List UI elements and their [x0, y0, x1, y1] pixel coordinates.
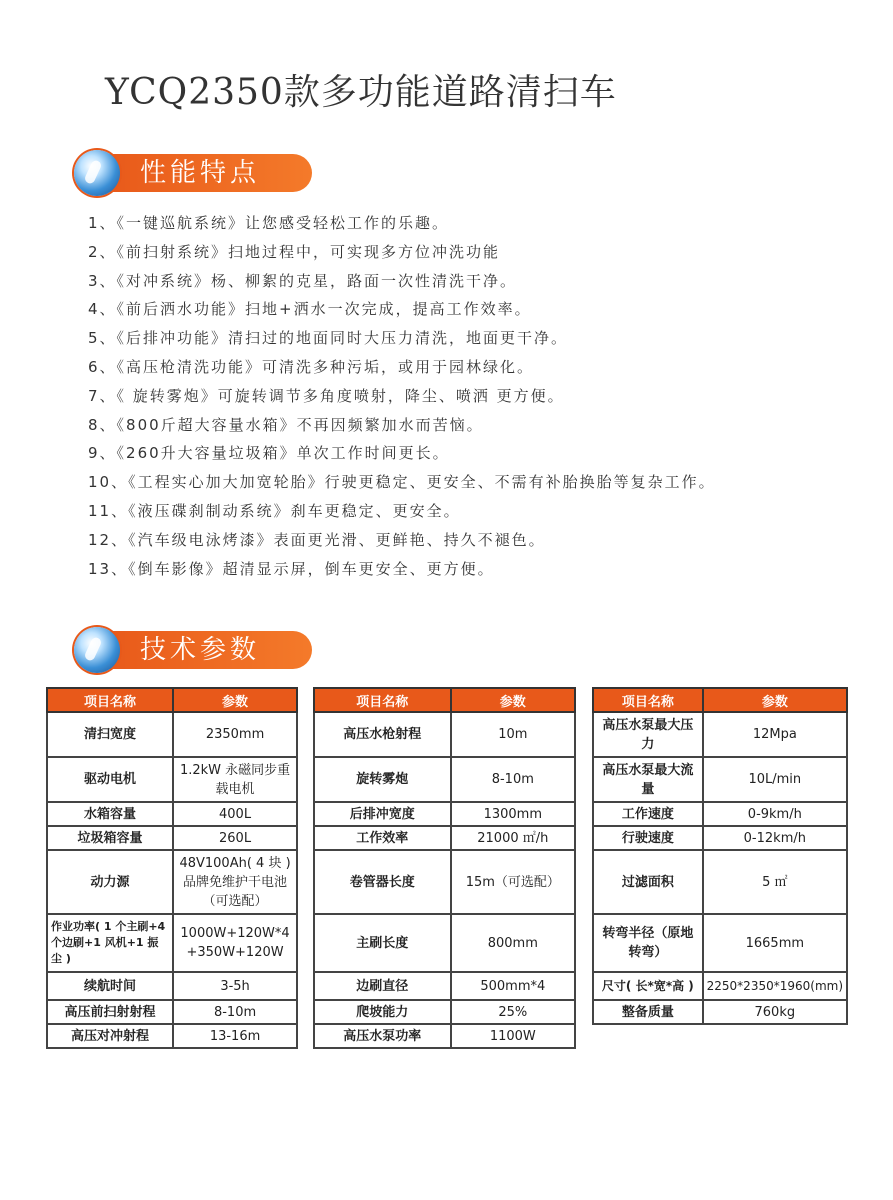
spec-table-2 — [313, 687, 576, 1049]
spec-name: 爬坡能力 — [314, 1000, 451, 1024]
spec-name: 驱动电机 — [47, 757, 173, 802]
table-row — [47, 914, 297, 972]
globe-badge-icon — [74, 150, 120, 196]
table-row — [593, 712, 847, 757]
spec-name: 高压水泵最大压力 — [593, 712, 703, 757]
column-header-name: 项目名称 — [314, 688, 451, 712]
column-header-value: 参数 — [703, 688, 847, 712]
table-row — [593, 757, 847, 802]
spec-table-3 — [592, 687, 848, 1025]
specs-section-header — [74, 627, 314, 673]
spec-name: 高压水泵功率 — [314, 1024, 451, 1048]
spec-value: 48V100Ah( 4 块 ) 品牌免维护干电池（可选配） — [173, 850, 297, 914]
column-header-value: 参数 — [173, 688, 297, 712]
spec-value: 10m — [451, 712, 575, 757]
spec-value: 2350mm — [173, 712, 297, 757]
table-row — [47, 972, 297, 1000]
table-header-row — [47, 688, 297, 712]
spec-name: 高压水枪射程 — [314, 712, 451, 757]
table-row — [47, 1024, 297, 1048]
spec-value: 260L — [173, 826, 297, 850]
spec-name: 转弯半径（原地转弯） — [593, 914, 703, 972]
table-row — [47, 850, 297, 914]
spec-value: 15m（可选配） — [451, 850, 575, 914]
spec-name: 后排冲宽度 — [314, 802, 451, 826]
table-row — [314, 1024, 575, 1048]
spec-name: 主刷长度 — [314, 914, 451, 972]
spec-name: 行驶速度 — [593, 826, 703, 850]
spec-name: 尺寸( 长*宽*高 ) — [593, 972, 703, 1000]
column-header-name: 项目名称 — [593, 688, 703, 712]
spec-value: 12Mpa — [703, 712, 847, 757]
table-row — [47, 802, 297, 826]
spec-name: 过滤面积 — [593, 850, 703, 914]
spec-value: 0-9km/h — [703, 802, 847, 826]
spec-name: 水箱容量 — [47, 802, 173, 826]
spec-table-1 — [46, 687, 298, 1049]
column-header-value: 参数 — [451, 688, 575, 712]
table-row — [47, 757, 297, 802]
feature-item: 12、《汽车级电泳烤漆》表面更光滑、更鲜艳、持久不褪色。 — [88, 530, 546, 549]
features-section-title: 性能特点 — [140, 158, 261, 188]
spec-name: 旋转雾炮 — [314, 757, 451, 802]
spec-name: 动力源 — [47, 850, 173, 914]
spec-value: 400L — [173, 802, 297, 826]
spec-value: 3-5h — [173, 972, 297, 1000]
table-row — [593, 850, 847, 914]
table-row — [47, 826, 297, 850]
spec-value: 8-10m — [451, 757, 575, 802]
table-row — [593, 826, 847, 850]
spec-value: 500mm*4 — [451, 972, 575, 1000]
spec-value: 1100W — [451, 1024, 575, 1048]
feature-item: 6、《高压枪清洗功能》可清洗多种污垢，或用于园林绿化。 — [88, 357, 535, 376]
table-row — [314, 712, 575, 757]
spec-value: 800mm — [451, 914, 575, 972]
table-row — [593, 972, 847, 1000]
spec-value: 5 ㎡ — [703, 850, 847, 914]
spec-name: 高压水泵最大流量 — [593, 757, 703, 802]
spec-value: 1000W+120W*4 +350W+120W — [173, 914, 297, 972]
table-row — [314, 802, 575, 826]
spec-value: 10L/min — [703, 757, 847, 802]
table-row — [314, 850, 575, 914]
feature-item: 2、《前扫射系统》扫地过程中，可实现多方位冲洗功能 — [88, 242, 501, 261]
spec-name: 高压前扫射射程 — [47, 1000, 173, 1024]
spec-name: 工作效率 — [314, 826, 451, 850]
table-row — [593, 1000, 847, 1024]
spec-value: 13-16m — [173, 1024, 297, 1048]
spec-name: 高压对冲射程 — [47, 1024, 173, 1048]
table-row — [314, 826, 575, 850]
spec-name: 边刷直径 — [314, 972, 451, 1000]
spec-value: 2250*2350*1960(mm) — [703, 972, 847, 1000]
specs-section-title: 技术参数 — [140, 635, 261, 665]
table-row — [314, 1000, 575, 1024]
table-row — [314, 972, 575, 1000]
spec-value: 21000 ㎡/h — [451, 826, 575, 850]
table-row — [593, 914, 847, 972]
globe-badge-icon — [74, 627, 120, 673]
feature-item: 10、《工程实心加大加宽轮胎》行驶更稳定、更安全、不需有补胎换胎等复杂工作。 — [88, 473, 716, 492]
page-title: YCQ2350款多功能道路清扫车 — [105, 72, 617, 113]
spec-name: 工作速度 — [593, 802, 703, 826]
spec-name: 作业功率( 1 个主刷+4 个边刷+1 风机+1 振尘 ) — [47, 914, 173, 972]
table-row — [593, 802, 847, 826]
spec-name: 卷管器长度 — [314, 850, 451, 914]
spec-value: 0-12km/h — [703, 826, 847, 850]
feature-item: 1、《一键巡航系统》让您感受轻松工作的乐趣。 — [88, 214, 450, 232]
feature-item: 13、《倒车影像》超清显示屏，倒车更安全、更方便。 — [88, 559, 495, 578]
feature-item: 9、《260升大容量垃圾箱》单次工作时间更长。 — [88, 444, 450, 463]
table-row — [314, 914, 575, 972]
table-header-row — [314, 688, 575, 712]
spec-value: 1300mm — [451, 802, 575, 826]
spec-value: 1665mm — [703, 914, 847, 972]
table-row — [47, 1000, 297, 1024]
spec-name: 清扫宽度 — [47, 712, 173, 757]
feature-item: 8、《800斤超大容量水箱》不再因频繁加水而苦恼。 — [88, 415, 484, 434]
spec-name: 续航时间 — [47, 972, 173, 1000]
feature-item: 11、《液压碟刹制动系统》刹车更稳定、更安全。 — [88, 501, 461, 520]
features-section-header — [74, 150, 314, 196]
table-header-row — [593, 688, 847, 712]
feature-item: 4、《前后洒水功能》扫地+洒水一次完成，提高工作效率。 — [88, 300, 532, 319]
column-header-name: 项目名称 — [47, 688, 173, 712]
feature-item: 5、《后排冲功能》清扫过的地面同时大压力清洗，地面更干净。 — [88, 329, 569, 348]
table-row — [314, 757, 575, 802]
feature-list — [88, 209, 716, 583]
table-row — [47, 712, 297, 757]
spec-value: 1.2kW 永磁同步重载电机 — [173, 757, 297, 802]
spec-value: 760kg — [703, 1000, 847, 1024]
spec-value: 8-10m — [173, 1000, 297, 1024]
feature-item: 7、《 旋转雾炮》可旋转调节多角度喷射，降尘、喷洒 更方便。 — [88, 386, 565, 405]
spec-value: 25% — [451, 1000, 575, 1024]
spec-name: 垃圾箱容量 — [47, 826, 173, 850]
feature-item: 3、《对冲系统》杨、柳絮的克星，路面一次性清洗干净。 — [88, 271, 518, 290]
spec-name: 整备质量 — [593, 1000, 703, 1024]
